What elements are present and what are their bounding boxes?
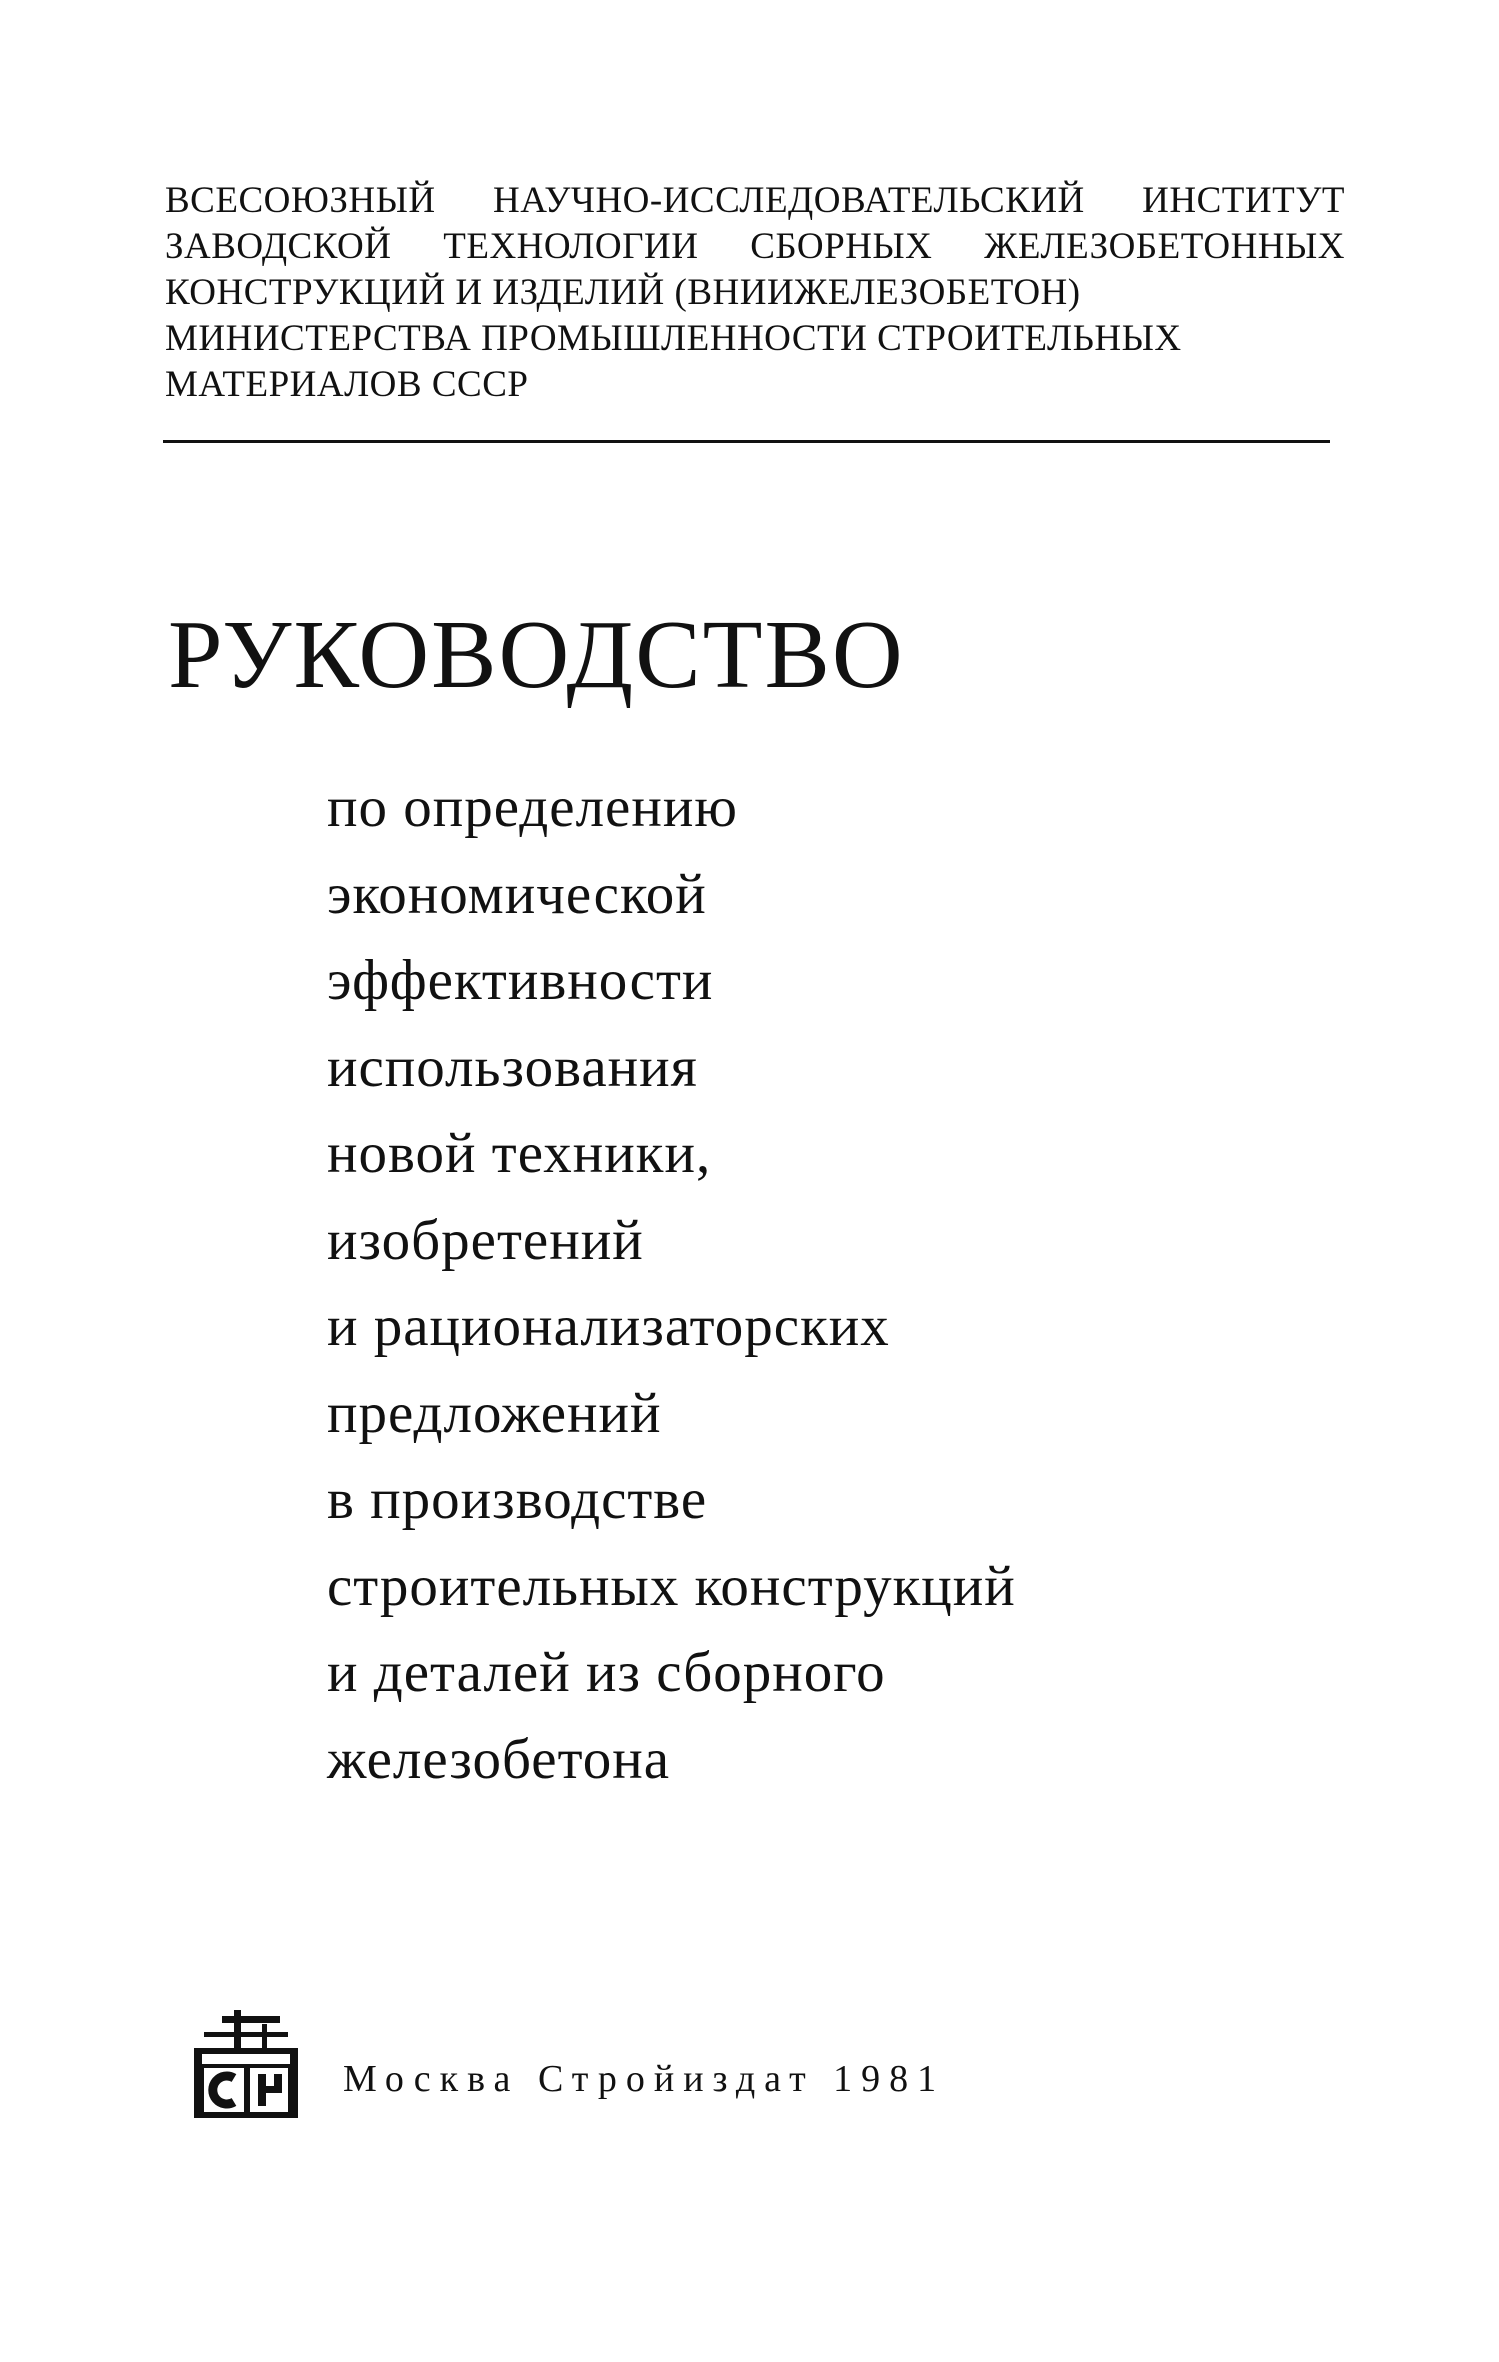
subtitle-line-3: эффективности bbox=[327, 949, 714, 1012]
publication-year: 1981 bbox=[833, 2058, 946, 2100]
page-title: РУКОВОДСТВО bbox=[168, 601, 905, 709]
subtitle-line-2: экономической bbox=[327, 862, 707, 926]
header-divider bbox=[163, 440, 1330, 443]
subtitle-line-10: строительных конструкций bbox=[327, 1554, 1016, 1618]
institute-line-2: ЗАВОДСКОЙ ТЕХНОЛОГИИ СБОРНЫХ ЖЕЛЕЗОБЕТОННЫХ bbox=[165, 226, 1345, 267]
institute-line-3: КОНСТРУКЦИЙ И ИЗДЕЛИЙ (ВНИИЖЕЛЕЗОБЕТОН) bbox=[165, 272, 1081, 313]
subtitle-line-5: новой техники, bbox=[327, 1122, 712, 1185]
subtitle-line-9: в производстве bbox=[327, 1468, 708, 1531]
subtitle-line-6: изобретений bbox=[327, 1208, 644, 1272]
subtitle-line-8: предложений bbox=[327, 1381, 662, 1445]
stroyizdat-logo-icon bbox=[190, 2010, 302, 2120]
subtitle-line-7: и рационализаторских bbox=[327, 1295, 890, 1358]
subtitle-line-11: и деталей из сборного bbox=[327, 1641, 886, 1704]
institute-line-4: МИНИСТЕРСТВА ПРОМЫШЛЕННОСТИ СТРОИТЕЛЬНЫХ bbox=[165, 318, 1182, 359]
institute-header bbox=[165, 178, 1345, 408]
institute-line-5: МАТЕРИАЛОВ СССР bbox=[165, 364, 529, 405]
subtitle-line-12: железобетона bbox=[327, 1727, 671, 1791]
publisher-line bbox=[343, 2055, 945, 2103]
publisher-city: Москва bbox=[343, 2058, 520, 2100]
subtitle-line-4: использования bbox=[327, 1035, 698, 1099]
subtitle-line-1: по определению bbox=[327, 776, 738, 839]
publisher-imprint bbox=[190, 2010, 990, 2110]
publisher-name: Стройиздат bbox=[537, 2058, 815, 2100]
subtitle bbox=[327, 765, 1016, 1803]
institute-line-1: ВСЕСОЮЗНЫЙ НАУЧНО-ИССЛЕДОВАТЕЛЬСКИЙ ИНСТИТУТ bbox=[165, 180, 1345, 221]
